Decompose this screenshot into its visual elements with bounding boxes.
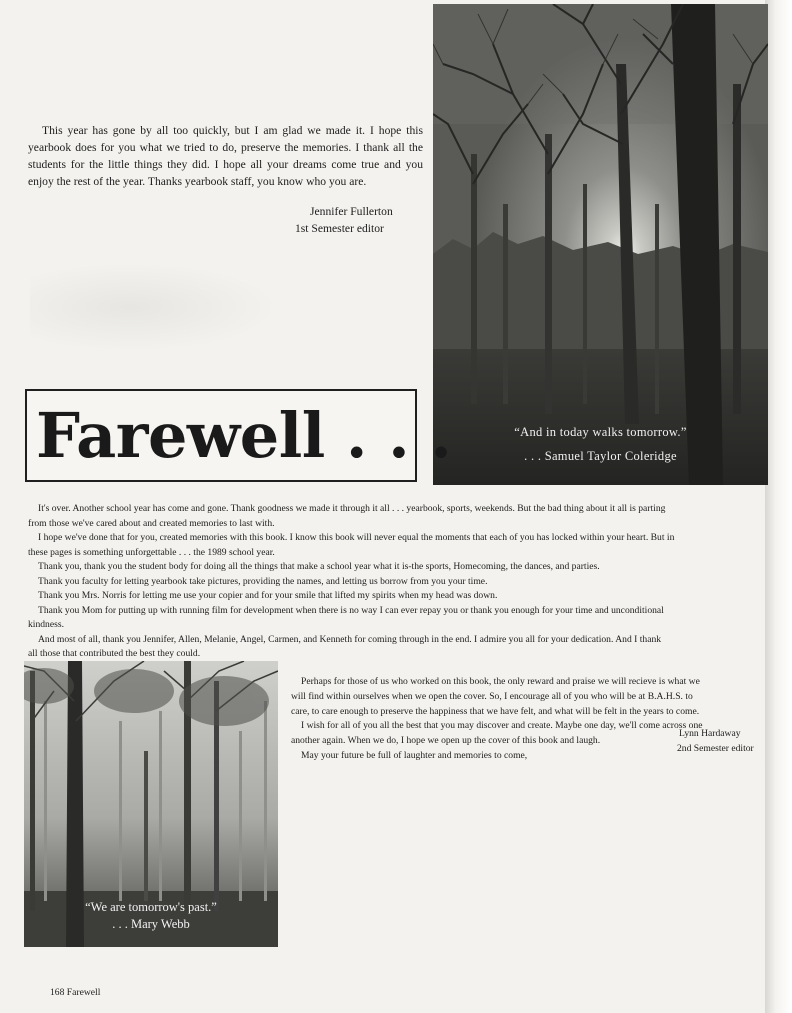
photo-sunset-trees bbox=[433, 4, 768, 485]
title-box bbox=[25, 389, 452, 482]
top-quote: “And in today walks tomorrow.” bbox=[514, 425, 687, 439]
letter2-line: from those we've cared about and created memories to last with. bbox=[28, 517, 275, 529]
letter3-line: May your future be full of laughter and memories to come, bbox=[301, 749, 528, 761]
editor-farewell-letter bbox=[28, 502, 768, 662]
page-gutter-shadow bbox=[765, 0, 792, 1013]
signature-role: 1st Semester editor bbox=[295, 222, 384, 235]
letter2-line: kindness. bbox=[28, 619, 64, 630]
letter2-line: Thank you, thank you the student body for doing all the things that make a school year what it is-the sports, Homecoming, the dances, and parties. bbox=[38, 561, 600, 572]
letter2-line: And most of all, thank you Jennifer, Allen, Melanie, Angel, Carmen, and Kenneth for coming through in the end. I admire you all for your dedication. And I thank bbox=[38, 633, 662, 645]
bottom-quote-attribution: . . . Mary Webb bbox=[112, 917, 190, 931]
letter2-line: I hope we've done that for you, created memories with this book. I know this book will never equal the moments that each of you has locked within your heart. But in bbox=[38, 532, 675, 543]
page-folio: 168 Farewell bbox=[50, 987, 101, 998]
letter3-line: care, to care enough to preserve the happiness that we have felt, and what will be felt in the years to come. bbox=[291, 705, 700, 717]
top-quote-attribution: . . . Samuel Taylor Coleridge bbox=[524, 449, 677, 463]
bottom-quote: “We are tomorrow's past.” bbox=[85, 900, 217, 914]
letter2-line: Thank you Mom for putting up with running film for development when there is no way I can ever repay you or thank you enough for your time and unconditional bbox=[38, 604, 664, 616]
first-semester-letter bbox=[28, 122, 423, 190]
letter3-line: I wish for all of you all the best that you may discover and create. Maybe one day, we'll come across one bbox=[301, 720, 703, 732]
bottom-photo-caption bbox=[24, 899, 278, 933]
letter2-line: these pages is something unforgettable . . . the 1989 school year. bbox=[28, 546, 275, 558]
top-photo-caption bbox=[433, 420, 768, 468]
letter2-line: Thank you faculty for letting yearbook take pictures, providing the names, and letting us borrow from you your time. bbox=[38, 575, 488, 587]
letter2-line: Thank you Mrs. Norris for letting me use your copier and for your smile that lifted my spirits when my head was down. bbox=[38, 590, 498, 601]
signature-name: Jennifer Fullerton bbox=[310, 205, 393, 218]
signature-role: 2nd Semester editor bbox=[677, 742, 754, 754]
signature-name: Lynn Hardaway bbox=[679, 728, 741, 739]
page-title: Farewell . . . bbox=[36, 399, 452, 472]
letter3-line: will find within ourselves when we open the cover. So, I encourage all of you who will be at B.A.H.S. to bbox=[291, 690, 693, 702]
first-editor-signature bbox=[262, 203, 420, 237]
letter2-line: It's over. Another school year has come and gone. Thank goodness we made it through it all . . . yearbook, sports, weekends. But the bad thing about it all is parting bbox=[38, 503, 666, 514]
letter3-line: Perhaps for those of us who worked on this book, the only reward and praise we will recieve is what we bbox=[301, 676, 700, 687]
letter1-text: This year has gone by all too quickly, but I am glad we made it. I hope this yearbook does for you what we tried to do, preserve the memories. I thank all the students for the little things they did. I hope all your dreams come true and you enjoy the rest of the year. Thanks yearbook staff, you know who you are. bbox=[28, 124, 423, 188]
show-through-smudge bbox=[30, 262, 280, 352]
letter2-line: all those that contributed the best they could. bbox=[28, 648, 201, 659]
second-editor-signature bbox=[640, 727, 768, 757]
letter3-line: another again. When we do, I hope we open up the cover of this book and laugh. bbox=[291, 735, 601, 747]
